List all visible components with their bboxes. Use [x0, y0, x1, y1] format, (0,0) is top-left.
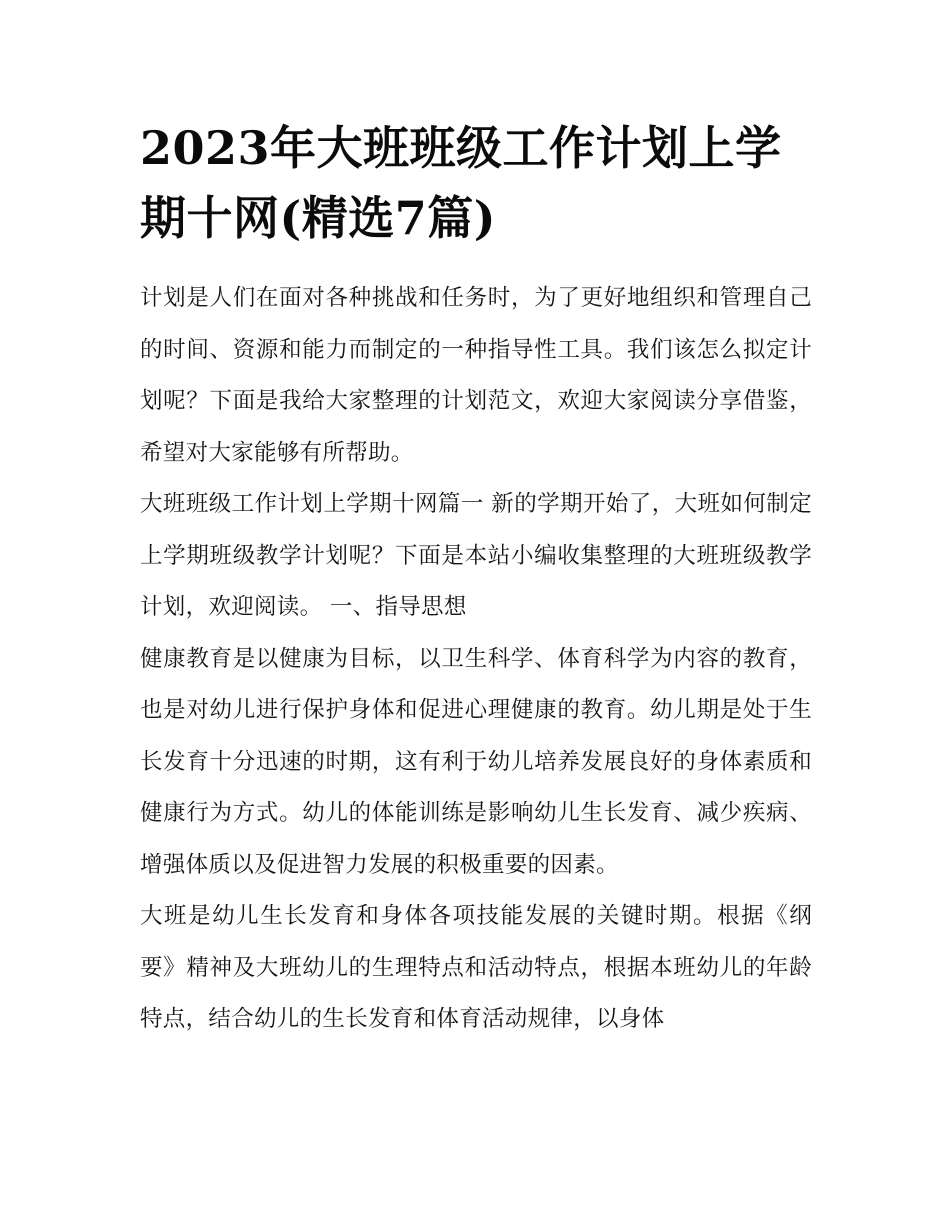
section-one-paragraph: 大班班级工作计划上学期十网篇一 新的学期开始了，大班如何制定上学期班级教学计划呢？下面是本站小编收集整理的大班班级教学计划，欢迎阅读。 一、指导思想 — [140, 491, 812, 620]
document-content — [140, 113, 812, 1046]
intro-paragraph: 计划是人们在面对各种挑战和任务时，为了更好地组织和管理自己的时间、资源和能力而制定的一种指导性工具。我们该怎么拟定计划呢？下面是我给大家整理的计划范文，欢迎大家阅读分享借鉴，希望对大家能够有所帮助。 — [140, 285, 812, 466]
development-paragraph: 大班是幼儿生长发育和身体各项技能发展的关键时期。根据《纲要》精神及大班幼儿的生理特点和活动特点，根据本班幼儿的年龄特点，结合幼儿的生长发育和体育活动规律，以身体 — [140, 903, 812, 1032]
health-education-paragraph: 健康教育是以健康为目标，以卫生科学、体育科学为内容的教育，也是对幼儿进行保护身体和促进心理健康的教育。幼儿期是处于生长发育十分迅速的时期，这有利于幼儿培养发展良好的身体素质和健康行为方式。幼儿的体能训练是影响幼儿生长发育、减少疾病、增强体质以及促进智力发展的积极重要的因素。 — [140, 645, 812, 878]
document-title: 2023年大班班级工作计划上学期十网(精选7篇) — [140, 121, 782, 245]
